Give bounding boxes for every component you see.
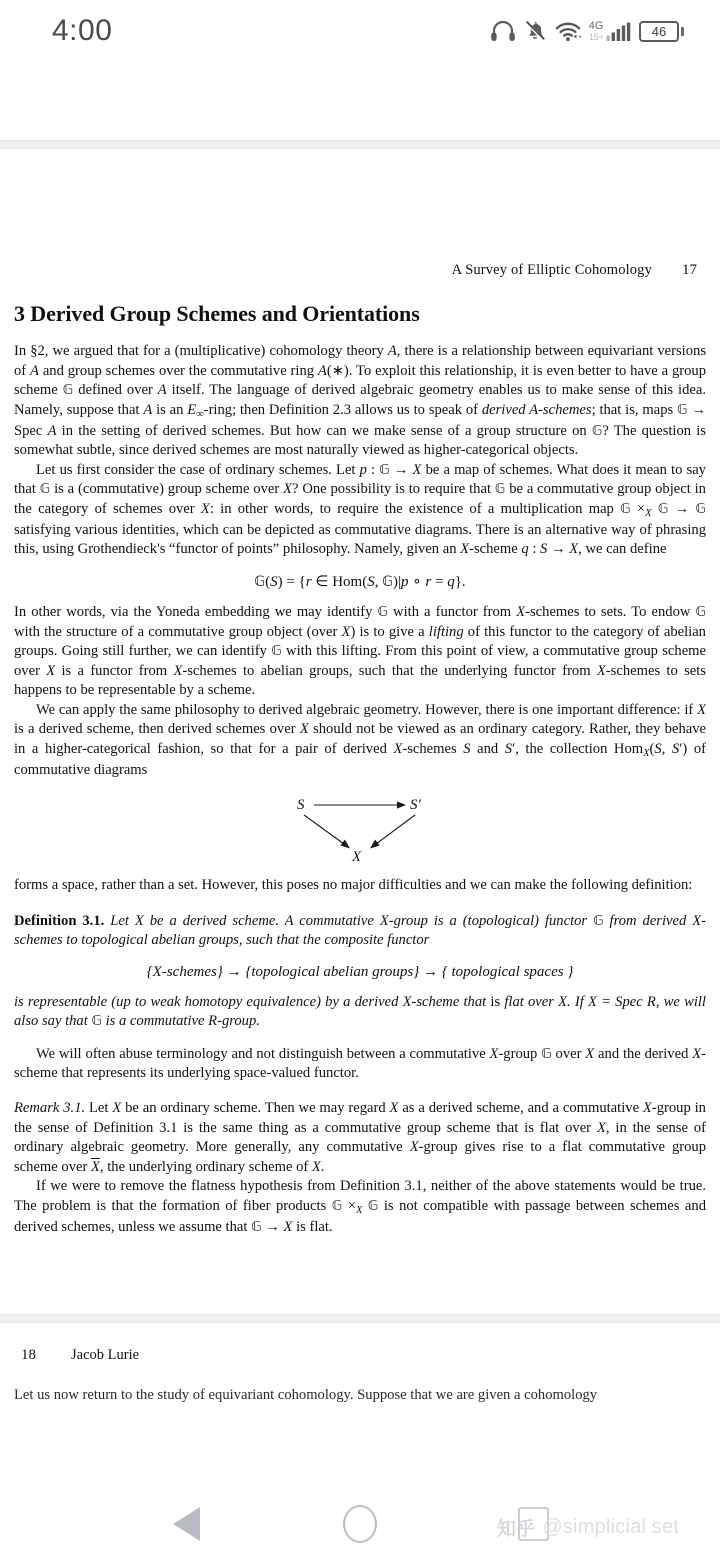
home-circle-icon — [343, 1505, 377, 1543]
section-title: 3 Derived Group Schemes and Orientations — [14, 301, 420, 326]
status-clock: 4:00 — [52, 14, 113, 47]
back-button[interactable] — [159, 1496, 215, 1552]
recents-button[interactable] — [505, 1496, 561, 1552]
remark-3-1-head: Remark 3.1. — [14, 1100, 86, 1117]
headphones-icon — [490, 20, 516, 42]
paragraph-4: We can apply the same philosophy to derived algebraic geometry. However, there is one important difference: if X is a derived scheme, then derived schemes over X should not be viewed as an ordinary category. Rather, they behave in a higher-categorical fashion, so that for a pair of derived X-schemes S and S′, the collection Hom$_X$(S, S′) of commutative diagrams — [14, 701, 707, 778]
cellular-signal-icon — [589, 20, 632, 42]
definition-3-1 — [14, 912, 706, 951]
wifi-icon — [554, 20, 582, 42]
running-head-title: A Survey of Elliptic Cohomology — [451, 262, 652, 278]
definition-3-1-body-1: Let X be a derived scheme. A commutative X-group is a (topological) functor 𝔾 from derived X-schemes to topological abelian groups, such that the composite functor — [14, 912, 707, 949]
running-head-author: Jacob Lurie — [71, 1347, 140, 1363]
back-triangle-icon — [173, 1507, 200, 1541]
page-separator-middle — [0, 1314, 720, 1323]
bell-muted-icon — [523, 19, 547, 43]
remark-3-1-body: Let X be an ordinary scheme. Then we may regard X as a derived scheme, and a commutative X-group in the sense of Definition 3.1 is the same thing as a commutative group scheme that is flat over X, in the sense of ordinary algebraic geometry. More generally, any commutative X-group gives rise to a flat commutative group scheme over $\overline{X}$, the underlying ordinary scheme of X. — [14, 1100, 706, 1175]
paragraph-6: We will often abuse terminology and not distinguish between a commutative X-group 𝔾 over X and the derived X-scheme that represents its underlying space-valued functor. — [14, 1045, 706, 1081]
running-head-page-number: 17 — [682, 262, 697, 278]
android-navigation-bar — [0, 1488, 720, 1560]
network-type-label: 4G — [588, 20, 604, 32]
paragraph-3: In other words, via the Yoneda embedding we may identify 𝔾 with a functor from X-schemes to sets. To endow 𝔾 with the structure of a commutative group object (over X) is to give a lifting of this functor to the category of abelian groups. Going still further, we can identify 𝔾 with this lifting. From this point of view, a commutative group scheme over X is a functor from X-schemes to abelian groups, such that the underlying functor from X-schemes to sets happens to be representable by a scheme. — [14, 604, 706, 699]
diagram-node-s: S — [297, 797, 305, 814]
status-icon-group — [490, 19, 684, 43]
display-equation-2: {X-schemes} → {topological abelian groups} → { topological spaces } — [146, 963, 574, 980]
paragraph-2: Let us first consider the case of ordinary schemes. Let p : 𝔾 → X be a map of schemes. What does it mean to say that 𝔾 is a (commutative) group scheme over X? One possibility is to require that 𝔾 be a commutative group object in the category of schemes over X: in other words, to require the existence of a multiplication map 𝔾 $\times_X$ 𝔾 → 𝔾 satisfying various identities, which can be depicted as commutative diagrams. There is an alternative way of phrasing this, using Grothendieck's “functor of points” philosophy. Namely, given an X-scheme q : S → X, we can define — [14, 461, 706, 557]
home-button[interactable] — [332, 1496, 388, 1552]
zhihu-logo: 知乎 — [497, 1518, 536, 1540]
battery-icon — [639, 21, 684, 42]
recents-square-icon — [518, 1507, 549, 1541]
paragraph-7: If we were to remove the flatness hypothesis from Definition 3.1, neither of the above statements would be true. The problem is that the formation of fiber products 𝔾 $\times_X$ 𝔾 is not compatible with passage between schemes and derived schemes, unless we assume that 𝔾 → X is flat. — [14, 1178, 706, 1235]
definition-3-1-head: Definition 3.1. — [14, 912, 105, 929]
battery-level-label: 46 — [639, 21, 679, 42]
document-page-17[interactable] — [0, 149, 720, 1314]
document-page-18[interactable] — [0, 1323, 720, 1488]
running-head-page-number-18: 18 — [21, 1347, 36, 1363]
running-head-page-18 — [14, 1323, 706, 1364]
page-18-clipped-line: Let us now return to the study of equivariant cohomology. Suppose that we are given a cohomology — [14, 1387, 598, 1403]
diagram-node-x: X — [352, 849, 362, 866]
status-bar — [0, 0, 720, 62]
diagram-node-s-prime: S′ — [410, 797, 421, 814]
page-separator-top — [0, 140, 720, 149]
commutative-diagram — [14, 788, 706, 874]
paragraph-5: forms a space, rather than a set. However, this poses no major difficulties and we can make the following definition: — [14, 877, 693, 894]
remark-3-1 — [14, 1099, 706, 1177]
battery-tip — [681, 27, 684, 36]
network-sub-label: 15+ — [588, 32, 604, 42]
display-equation-1: 𝔾(S) = {r ∈ Hom(S, 𝔾)|p ∘ r = q}. — [254, 574, 466, 591]
definition-3-1-body-2: is representable (up to weak homotopy equivalence) by a derived X-scheme that is flat over X. If X = Spec R, we will also say that 𝔾 is a commutative R-group. — [14, 993, 706, 1030]
running-head-page-17 — [14, 149, 706, 279]
watermark-handle: @simplicial set — [542, 1516, 680, 1538]
paragraph-1: In §2, we argued that for a (multiplicative) cohomology theory A, there is a relationship between equivariant versions of A and group schemes over the commutative ring A(∗). To exploit this relationship, it is even better to have a group scheme 𝔾 defined over A itself. The language of derived algebraic geometry enables us to make sense of this idea. Namely, suppose that A is an $E_\infty$-ring; then Definition 2.3 allows us to speak of derived A-schemes; that is, maps 𝔾 → Spec A in the setting of derived schemes. But how can we make sense of a group structure on 𝔾? The question is somewhat subtle, since derived schemes are most naturally viewed as higher-categorical objects. — [14, 343, 706, 459]
